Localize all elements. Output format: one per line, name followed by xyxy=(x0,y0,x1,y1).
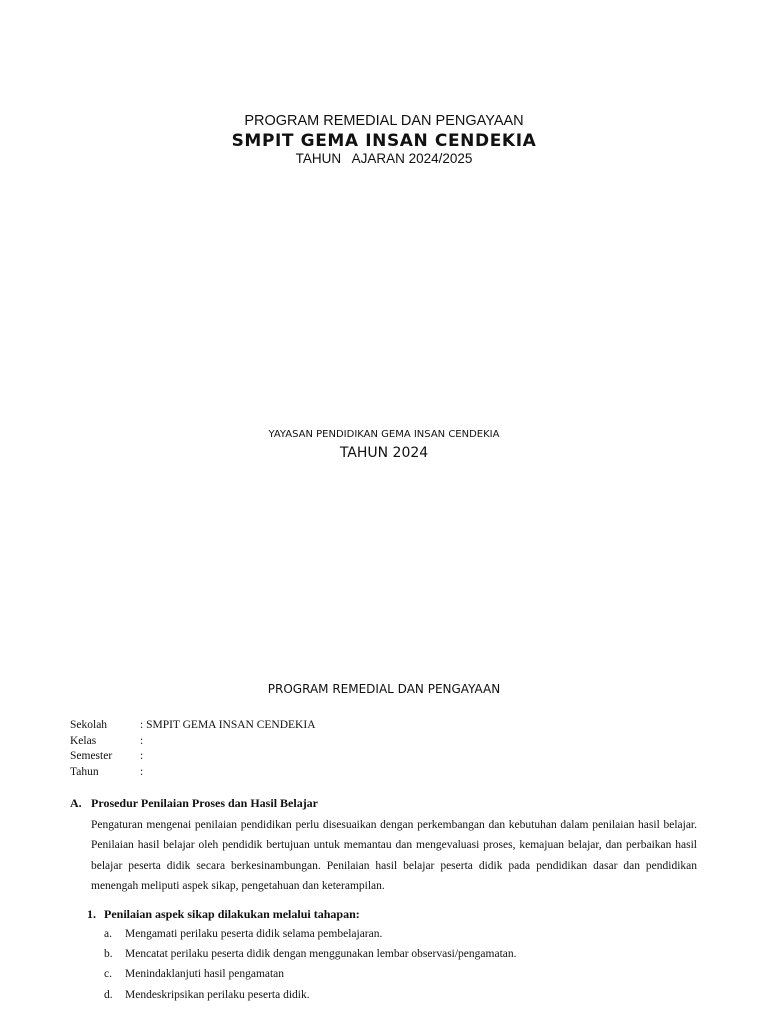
section-a-paragraph: Pengaturan mengenai penilaian pendidikan perlu disesuaikan dengan perkembangan dan kebutuhan dalam penilaian hasil belajar. Penilaian hasil belajar oleh pendidik bertujuan untuk memantau dan mengevaluasi proses, kemajuan belajar, dan perbaikan hasil belajar peserta didik secara berkesinambungan. Penilaian hasil belajar peserta didik pada pendidikan dasar dan pendidikan menengah meliputi aspek sikap, pengetahuan dan keterampilan. xyxy=(91,819,697,893)
info-label: Sekolah xyxy=(70,719,108,731)
info-label: Kelas xyxy=(70,735,97,747)
info-row-semester xyxy=(70,750,143,765)
list-item-text: Mencatat perilaku peserta didik dengan menggunakan lembar observasi/pengamatan. xyxy=(125,948,517,960)
list-item-letter: a. xyxy=(104,928,112,940)
list-item xyxy=(104,968,284,980)
info-row-sekolah xyxy=(70,719,316,734)
foundation-name: YAYASAN PENDIDIKAN GEMA INSAN CENDEKIA xyxy=(268,429,500,440)
cover-school-name: SMPIT GEMA INSAN CENDEKIA xyxy=(231,131,537,151)
list-item-text: Mengamati perilaku peserta didik selama pembelajaran. xyxy=(125,928,383,940)
section-title: PROGRAM REMEDIAL DAN PENGAYAAN xyxy=(267,682,501,696)
list-item xyxy=(104,989,310,1001)
list-item-letter: b. xyxy=(104,948,113,960)
cover-academic-year: TAHUN AJARAN 2024/2025 xyxy=(295,151,473,166)
list-item xyxy=(104,948,517,960)
info-value: : SMPIT GEMA INSAN CENDEKIA xyxy=(140,719,316,731)
section-a-marker: A. xyxy=(70,796,82,810)
list-item xyxy=(104,928,382,940)
cover-subtitle: PROGRAM REMEDIAL DAN PENGAYAAN xyxy=(244,113,524,129)
list-item-letter: d. xyxy=(104,989,113,1001)
subsection-1-heading: Penilaian aspek sikap dilakukan melalui tahapan: xyxy=(104,907,360,921)
info-value: : xyxy=(140,750,144,762)
list-item-letter: c. xyxy=(104,968,112,980)
info-label: Semester xyxy=(70,750,113,762)
info-row-tahun xyxy=(70,766,143,781)
subsection-1-marker: 1. xyxy=(87,907,96,921)
foundation-year: TAHUN 2024 xyxy=(339,445,429,461)
info-label: Tahun xyxy=(70,766,99,778)
info-value: : xyxy=(140,766,144,778)
list-item-text: Menindaklanjuti hasil pengamatan xyxy=(125,968,285,980)
info-row-kelas xyxy=(70,735,143,750)
list-item-text: Mendeskripsikan perilaku peserta didik. xyxy=(125,989,310,1001)
section-a-heading: Prosedur Penilaian Proses dan Hasil Belajar xyxy=(91,796,319,810)
info-value: : xyxy=(140,735,144,747)
